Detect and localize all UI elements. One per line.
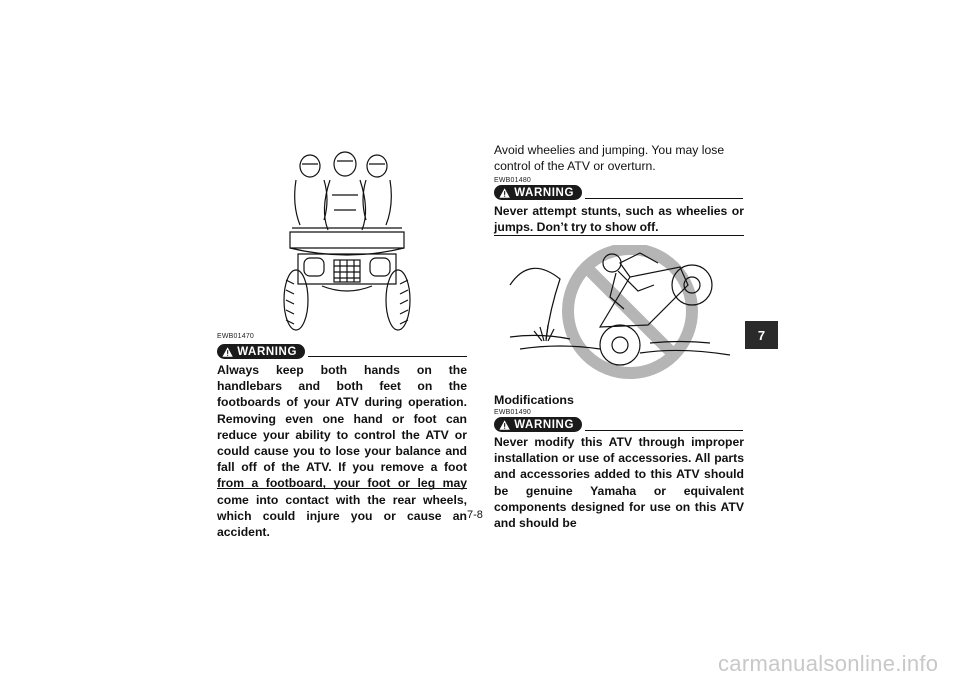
warning-rule-top <box>585 198 743 199</box>
warning-rule-bottom <box>494 235 744 236</box>
warning-badge <box>494 185 582 200</box>
warning-body-text: Never attempt stunts, such as wheelies or jumps. Don’t try to show off. <box>494 204 744 235</box>
page-number: 7-8 <box>467 509 483 521</box>
warning-rule-bottom <box>217 488 467 489</box>
warning-badge <box>217 344 305 359</box>
warning-rule-top <box>308 356 467 357</box>
warning-triangle-icon <box>499 187 510 199</box>
warning-code: EWB01470 <box>217 333 255 340</box>
chapter-tab-number: 7 <box>757 327 766 343</box>
warning-rule-top <box>585 430 743 431</box>
warning-triangle-icon <box>222 346 233 358</box>
warning-body-text: Always keep both hands on the handlebars and both feet on the footboards of your ATV during operation. Removing even one hand or foot can reduce your ability to control the ATV or could cause you to lose your balance and fall off of the ATV. If you remove a foot from a footboard, your foot or leg may come into contact with the rear wheels, which could injure you or cause an accident. <box>217 363 467 540</box>
warning-label: WARNING <box>514 418 574 431</box>
warning-body-text: Never modify this ATV through improper installation or use of accessories. All parts and accessories added to this ATV should be genuine Yamaha or equivalent components designed for use on this ATV and should be <box>494 435 744 531</box>
warning-triangle-icon <box>499 419 510 431</box>
watermark-text: carmanualsonline.info <box>718 651 939 676</box>
warning-code: EWB01480 <box>494 177 532 184</box>
riders-on-atv-illustration <box>282 150 412 335</box>
section-title-modifications: Modifications <box>494 393 574 407</box>
warning-code: EWB01490 <box>494 409 532 416</box>
warning-label: WARNING <box>514 186 574 199</box>
no-wheelie-prohibition-illustration <box>500 245 740 380</box>
chapter-tab <box>745 321 778 349</box>
intro-paragraph: Avoid wheelies and jumping. You may lose control of the ATV or overturn. <box>494 143 725 174</box>
warning-badge <box>494 417 582 432</box>
warning-label: WARNING <box>237 345 297 358</box>
